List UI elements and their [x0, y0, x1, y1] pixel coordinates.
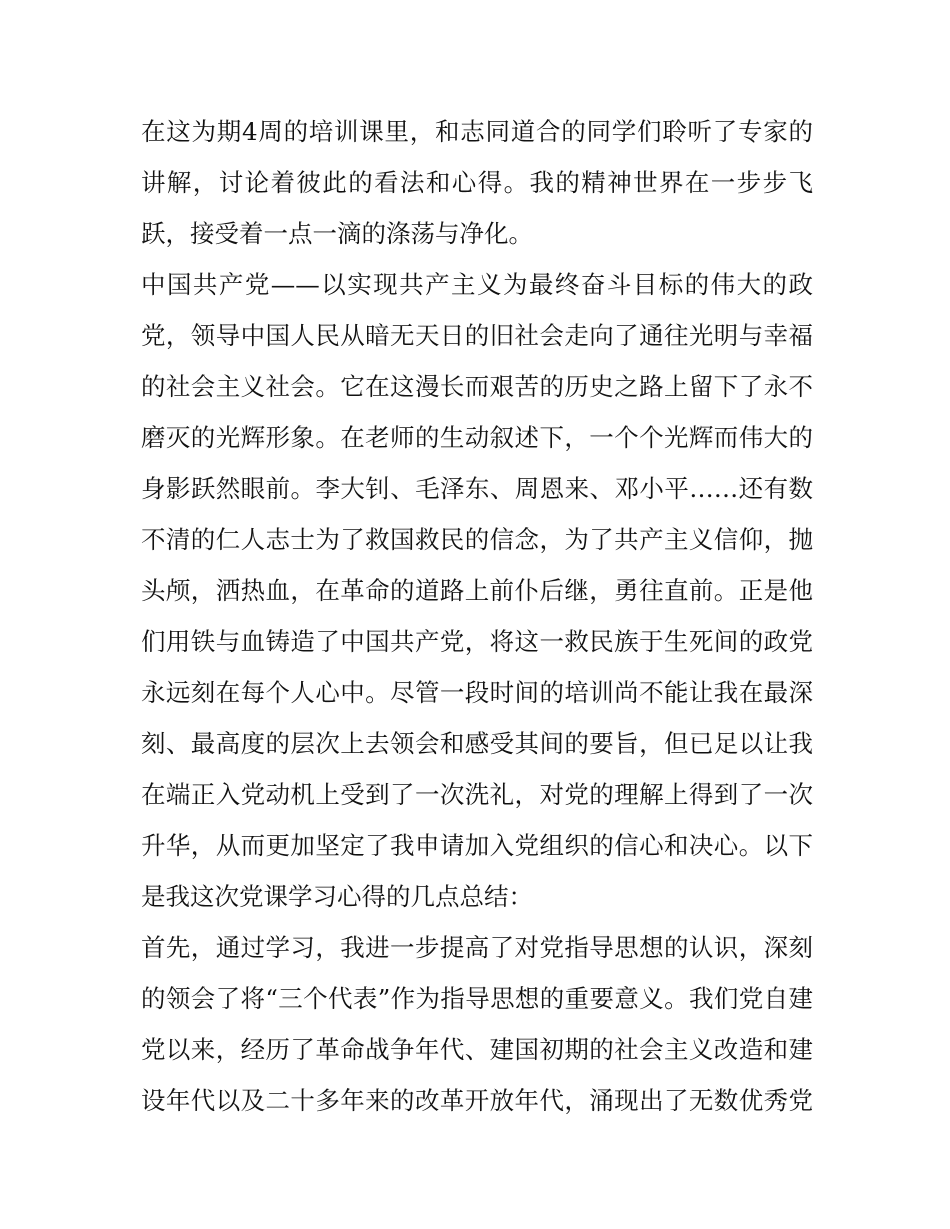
text-line: 磨灭的光辉形象。在老师的生动叙述下，一个个光辉而伟大的 — [141, 423, 813, 452]
text-line: 升华，从而更加坚定了我申请加入党组织的信心和决心。以下 — [141, 831, 813, 860]
text-line: 讲解，讨论着彼此的看法和心得。我的精神世界在一步步飞 — [141, 168, 813, 197]
text-line: 在端正入党动机上受到了一次洗礼，对党的理解上得到了一次 — [141, 780, 813, 809]
text-line: 身影跃然眼前。李大钊、毛泽东、周恩来、邓小平……还有数 — [141, 474, 813, 503]
text-line: 在这为期4周的培训课里，和志同道合的同学们聆听了专家的 — [141, 117, 813, 146]
body-text — [141, 106, 813, 1126]
text-line: 是我这次党课学习心得的几点总结： — [141, 882, 533, 911]
text-line: 头颅，洒热血，在革命的道路上前仆后继，勇往直前。正是他 — [141, 576, 813, 605]
text-line: 永远刻在每个人心中。尽管一段时间的培训尚不能让我在最深 — [141, 678, 813, 707]
text-line: 设年代以及二十多年来的改革开放年代，涌现出了无数优秀党 — [141, 1086, 813, 1115]
text-line: 们用铁与血铸造了中国共产党，将这一救民族于生死间的政党 — [141, 627, 813, 656]
text-line: 的社会主义社会。它在这漫长而艰苦的历史之路上留下了永不 — [141, 372, 813, 401]
text-line: 党，领导中国人民从暗无天日的旧社会走向了通往光明与幸福 — [141, 321, 813, 350]
text-line: 党以来，经历了革命战争年代、建国初期的社会主义改造和建 — [141, 1035, 813, 1064]
text-line: 跃，接受着一点一滴的涤荡与净化。 — [141, 219, 533, 248]
text-line: 中国共产党——以实现共产主义为最终奋斗目标的伟大的政 — [141, 270, 813, 299]
text-line: 刻、最高度的层次上去领会和感受其间的要旨，但已足以让我 — [141, 729, 813, 758]
text-line: 首先，通过学习，我进一步提高了对党指导思想的认识，深刻 — [141, 933, 813, 962]
text-line: 不清的仁人志士为了救国救民的信念，为了共产主义信仰，抛 — [141, 525, 813, 554]
text-line: 的领会了将“三个代表”作为指导思想的重要意义。我们党自建 — [141, 984, 813, 1013]
